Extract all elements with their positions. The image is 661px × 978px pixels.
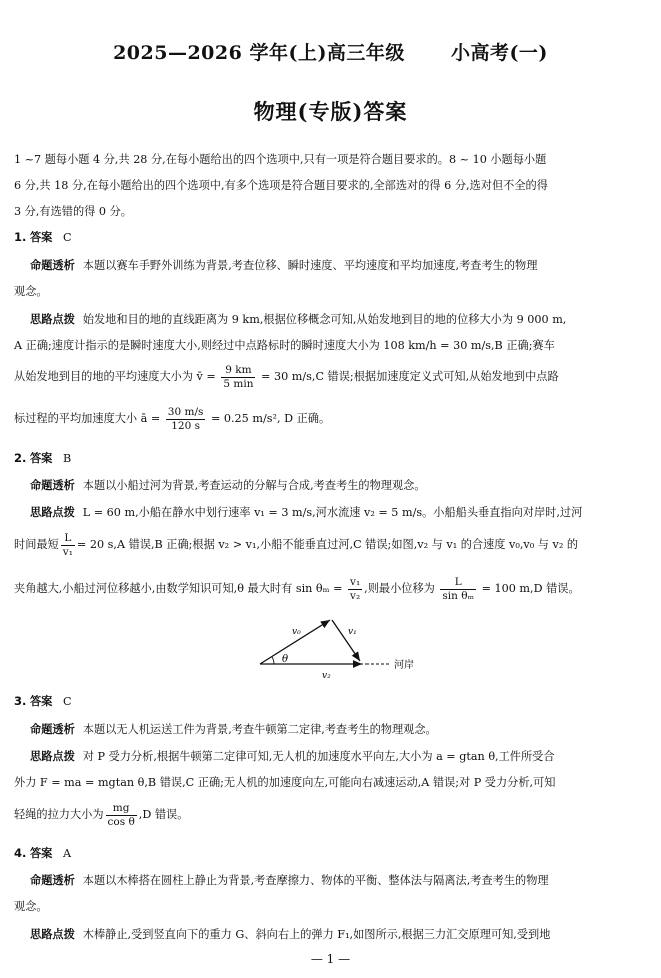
answer-label: 答案: [29, 452, 53, 465]
q1-hint-text-3b: = 30 m/s,C 错误;根据加速度定义式可知,从始发地到中点路: [261, 370, 559, 383]
q4-analysis: [30, 873, 650, 888]
q3-analysis-text-1: 本题以无人机运送工件为背景,考查牛顿第二定律,考查考生的物理观念。: [82, 723, 437, 736]
analysis-label: 命题透析: [30, 479, 75, 492]
q2-hint: [30, 505, 650, 520]
q2-analysis-text-1: 本题以小船过河为背景,考查运动的分解与合成,考查考生的物理观念。: [82, 479, 426, 492]
fraction-denominator: sin θₘ: [442, 589, 475, 602]
q3-hint-text-3b: ,D 错误。: [138, 808, 189, 821]
analysis-label: 命题透析: [30, 723, 75, 736]
q1-hint: [30, 312, 650, 327]
fraction-numerator: 30 m/s: [167, 405, 204, 418]
fraction: [221, 364, 255, 391]
q1-hint-text-3a: 从始发地到目的地的平均速度大小为 v̄ =: [14, 370, 216, 383]
q3-hint-text-3a: 轻绳的拉力大小为: [14, 808, 104, 821]
q3-hint-line-2: 外力 F = ma = mgtan θ,B 错误,C 正确;无人机的加速度向左,可能向右减速运动,A 错误;对 P 受力分析,可知: [14, 776, 556, 789]
q1-number: 1.: [14, 230, 27, 244]
q1-analysis: [30, 258, 650, 273]
q1-hint-line-4: [14, 404, 650, 434]
fraction-denominator: v₁: [62, 545, 73, 558]
fraction-numerator: L: [61, 532, 75, 546]
exam-title: [0, 38, 661, 65]
answer-label: 答案: [29, 847, 53, 860]
q2-hint-text-2a: 时间最短: [14, 538, 59, 551]
q4-choice: A: [63, 847, 72, 860]
fraction-numerator: 9 km: [221, 364, 255, 378]
q1-hint-text-1: 始发地和目的地的直线距离为 9 km,根据位移概念可知,从始发地到目的地的位移大小为 9 000 m,: [82, 313, 567, 326]
q1-answer: [14, 230, 650, 245]
q4-hint-text-1: 木棒静止,受到竖直向下的重力 G、斜向右上的弹力 F₁,如图所示,根据三力汇交原理可知,受到地: [82, 928, 551, 941]
hint-label: 思路点拨: [30, 506, 75, 519]
river-bank-label: 河岸: [394, 660, 414, 671]
v0-label: v₀: [292, 627, 301, 637]
analysis-label: 命题透析: [30, 259, 75, 272]
page-subtitle: 物理(专版)答案: [253, 99, 408, 124]
q1-analysis-text-1: 本题以赛车手野外训练为背景,考查位移、瞬时速度、平均速度和平均加速度,考查考生的物理: [82, 259, 538, 272]
q1-hint-line-2: A 正确;速度计指示的是瞬时速度大小,则经过中点路标时的瞬时速度大小为 108 km/h = 30 m/s,B 正确;赛车: [14, 339, 555, 352]
hint-label: 思路点拨: [30, 313, 75, 326]
q3-hint-text-1: 对 P 受力分析,根据牛顿第二定律可知,无人机的加速度水平向左,大小为 a = gtan θ,工件所受合: [82, 750, 555, 763]
q2-hint-line-2: [14, 530, 650, 560]
q4-answer: [14, 846, 650, 861]
q2-hint-text-3a: 夹角越大,小船过河位移越小,由数学知识可知,θ 最大时有 sin θₘ =: [14, 582, 343, 595]
fraction-denominator: 120 s: [171, 419, 200, 432]
q3-answer: [14, 694, 650, 709]
analysis-label: 命题透析: [30, 874, 75, 887]
q3-hint: [30, 749, 650, 764]
q2-hint-text-3c: = 100 m,D 错误。: [481, 582, 580, 595]
fraction-numerator: v₁: [350, 575, 361, 588]
q4-hint: [30, 927, 650, 942]
q2-answer: [14, 451, 650, 466]
q2-analysis: [30, 478, 650, 493]
q1-hint-text-4a: 标过程的平均加速度大小 ā =: [14, 412, 161, 425]
answer-label: 答案: [29, 695, 53, 708]
q3-choice: C: [63, 695, 72, 708]
q2-number: 2.: [14, 451, 27, 465]
q1-choice: C: [63, 231, 72, 244]
hint-label: 思路点拨: [30, 750, 75, 763]
fraction-numerator: L: [440, 576, 476, 590]
fraction: [166, 406, 206, 433]
fraction-denominator: 5 min: [223, 377, 254, 390]
q2-choice: B: [63, 452, 72, 465]
hint-label: 思路点拨: [30, 928, 75, 941]
fraction: [348, 576, 362, 603]
q4-number: 4.: [14, 846, 27, 860]
q2-hint-text-3b: ,则最小位移为: [364, 582, 435, 595]
q3-hint-line-3: [14, 800, 650, 830]
v1-label: v₁: [348, 627, 357, 637]
q4-analysis-cont: 观念。: [14, 900, 48, 913]
intro-line-3: 3 分,有选错的得 0 分。: [14, 205, 132, 218]
exam-year-grade: 2025—2026 学年(上)高三年级: [113, 42, 405, 64]
fraction: [61, 532, 75, 559]
fraction-denominator: v₂: [350, 589, 361, 602]
intro-line-2: 6 分,共 18 分,在每小题给出的四个选项中,有多个选项是符合题目要求的,全部选对的得 6 分,选对但不全的得: [14, 179, 548, 192]
exam-name: 小高考(一): [450, 42, 548, 64]
page-number: — 1 —: [310, 952, 351, 966]
q3-number: 3.: [14, 694, 27, 708]
theta-arc: [272, 657, 274, 664]
q3-analysis: [30, 722, 650, 737]
velocity-vector-diagram: [250, 612, 430, 684]
intro-line-1: 1 ~7 题每小题 4 分,共 28 分,在每小题给出的四个选项中,只有一项是符合题目要求的。8 ~ 10 小题每小题: [14, 153, 547, 166]
q2-hint-line-3: [14, 574, 650, 604]
q1-analysis-cont: 观念。: [14, 285, 48, 298]
q2-hint-text-2b: = 20 s,A 错误,B 正确;根据 v₂ > v₁,小船不能垂直过河,C 错误;如图,v₂ 与 v₁ 的合速度 v₀,v₀ 与 v₂ 的: [76, 538, 579, 551]
q1-hint-text-4b: = 0.25 m/s², D 正确。: [210, 412, 331, 425]
answer-label: 答案: [29, 231, 53, 244]
fraction: [440, 576, 476, 603]
v2-label: v₂: [322, 671, 331, 681]
fraction-numerator: mg: [106, 802, 137, 816]
q1-hint-line-3: [14, 362, 650, 392]
fraction: [106, 802, 137, 829]
theta-label: θ: [282, 654, 289, 665]
q4-analysis-text-1: 本题以木棒搭在圆柱上静止为背景,考查摩擦力、物体的平衡、整体法与隔离法,考查考生的物理: [82, 874, 549, 887]
fraction-denominator: cos θ: [107, 815, 135, 828]
q2-hint-text-1: L = 60 m,小船在静水中划行速率 v₁ = 3 m/s,河水流速 v₂ = 5 m/s。小船船头垂直指向对岸时,过河: [82, 506, 583, 519]
